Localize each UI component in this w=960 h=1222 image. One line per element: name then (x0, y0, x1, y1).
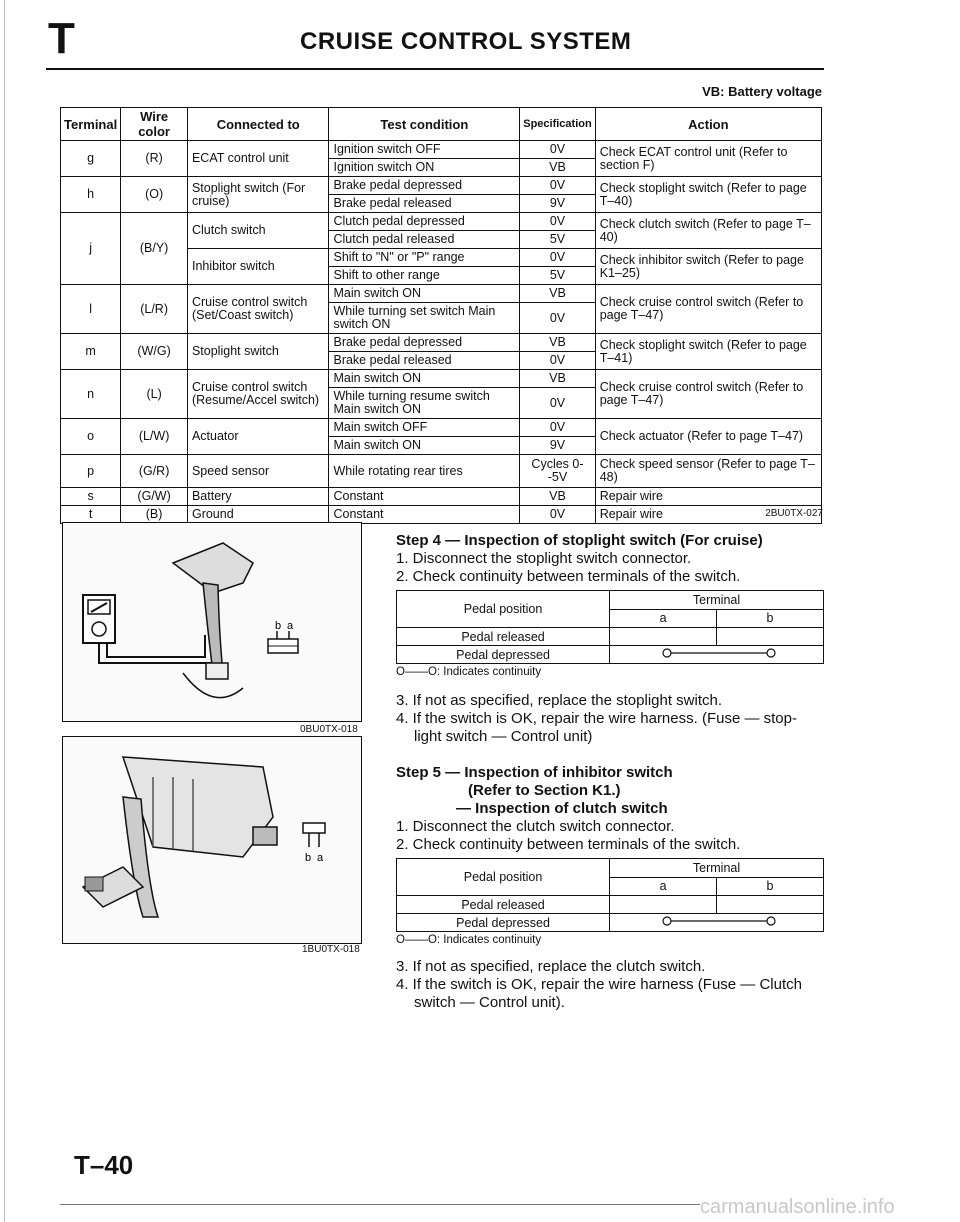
continuity-mark (610, 914, 824, 932)
terminal-cell: p (61, 455, 121, 488)
step4-line3: 3. If not as specified, replace the stoplight switch. (396, 692, 723, 709)
row-pedal-released: Pedal released (397, 628, 610, 646)
test-cell: While turning set switch Main switch ON (329, 303, 520, 334)
terminal-cell: s (61, 488, 121, 506)
step4-legend: O——O: Indicates continuity (396, 666, 542, 678)
table-row (61, 177, 822, 195)
connected-cell: Stoplight switch (187, 334, 329, 370)
row-pedal-depressed: Pedal depressed (397, 646, 610, 664)
spec-cell: 0V (520, 419, 595, 437)
terminal-a-label: a (287, 620, 294, 632)
terminal-cell: j (61, 213, 121, 285)
terminal-cell: o (61, 419, 121, 455)
terminal-a-label: a (317, 852, 324, 864)
connected-cell: Clutch switch (187, 213, 329, 249)
col-test-condition: Test condition (329, 108, 520, 141)
terminal-cell: m (61, 334, 121, 370)
action-cell: Repair wire (595, 488, 821, 506)
stoplight-switch-figure (62, 522, 362, 722)
col-terminal: Terminal (61, 108, 121, 141)
table-row (61, 334, 822, 352)
connected-cell: Cruise control switch (Set/Coast switch) (187, 285, 329, 334)
col-a-header: a (610, 877, 717, 896)
continuity-line-icon (617, 647, 817, 659)
step5-line2: 2. Check continuity between terminals of the switch. (396, 836, 741, 853)
spec-cell: 5V (520, 267, 595, 285)
table-row (61, 285, 822, 303)
spec-cell: 0V (520, 177, 595, 195)
test-cell: Main switch ON (329, 285, 520, 303)
step5-heading3: — Inspection of clutch switch (456, 800, 668, 817)
action-cell: Check speed sensor (Refer to page T–48) (595, 455, 821, 488)
page-edge (4, 0, 5, 1222)
continuity-line-icon (617, 915, 817, 927)
table-row (397, 646, 824, 664)
step5-continuity-table (396, 858, 824, 932)
connected-cell: ECAT control unit (187, 141, 329, 177)
continuity-mark (610, 646, 824, 664)
row-pedal-depressed: Pedal depressed (397, 914, 610, 932)
table-row (397, 591, 824, 610)
wire-cell: (B/Y) (121, 213, 188, 285)
test-cell: Main switch ON (329, 370, 520, 388)
terminal-cell: t (61, 506, 121, 524)
action-cell: Check clutch switch (Refer to page T–40) (595, 213, 821, 249)
section-letter: T (48, 14, 75, 63)
test-cell: Brake pedal released (329, 195, 520, 213)
watermark: carmanualsonline.info (700, 1196, 895, 1218)
col-action: Action (595, 108, 821, 141)
step4-line1: 1. Disconnect the stoplight switch connector. (396, 550, 692, 567)
wire-cell: (W/G) (121, 334, 188, 370)
connected-cell: Inhibitor switch (187, 249, 329, 285)
spec-cell: 9V (520, 437, 595, 455)
step4-continuity-table (396, 590, 824, 664)
test-cell: Brake pedal depressed (329, 177, 520, 195)
figure1-code: 0BU0TX-018 (300, 724, 358, 735)
empty-cell (717, 896, 824, 914)
vb-note: VB: Battery voltage (702, 84, 822, 99)
clutch-switch-illustration (63, 737, 361, 943)
action-cell: Check cruise control switch (Refer to page T–47) (595, 285, 821, 334)
terminal-header: Terminal (610, 591, 824, 610)
terminal-cell: n (61, 370, 121, 419)
test-cell: Main switch ON (329, 437, 520, 455)
table-row (61, 419, 822, 437)
col-specification: Specification (520, 108, 595, 141)
table-row (61, 506, 822, 524)
terminal-cell: g (61, 141, 121, 177)
spec-cell: 0V (520, 506, 595, 524)
table-row (397, 896, 824, 914)
row-pedal-released: Pedal released (397, 896, 610, 914)
pedal-position-header: Pedal position (397, 859, 610, 896)
terminal-b-label: b (305, 852, 312, 864)
spec-cell: 0V (520, 213, 595, 231)
action-cell: Check stoplight switch (Refer to page T–41) (595, 334, 821, 370)
table-row (61, 370, 822, 388)
spec-cell: VB (520, 159, 595, 177)
pedal-position-header: Pedal position (397, 591, 610, 628)
empty-cell (717, 628, 824, 646)
test-cell: Shift to other range (329, 267, 520, 285)
table-row (397, 628, 824, 646)
step4-heading: Step 4 — Inspection of stoplight switch (For cruise) (396, 532, 763, 549)
action-cell: Check stoplight switch (Refer to page T–40) (595, 177, 821, 213)
table-row (397, 914, 824, 932)
empty-cell (610, 628, 717, 646)
connected-cell: Cruise control switch (Resume/Accel switch) (187, 370, 329, 419)
action-cell: Check inhibitor switch (Refer to page K1–25) (595, 249, 821, 285)
wire-cell: (L/W) (121, 419, 188, 455)
test-cell: Clutch pedal released (329, 231, 520, 249)
table-row (61, 213, 822, 231)
test-cell: Clutch pedal depressed (329, 213, 520, 231)
step4-line4a: 4. If the switch is OK, repair the wire harness. (Fuse — stop- (396, 710, 797, 727)
terminal-cell: h (61, 177, 121, 213)
col-a-header: a (610, 609, 717, 628)
spec-cell: 0V (520, 352, 595, 370)
test-cell: Brake pedal depressed (329, 334, 520, 352)
spec-cell: VB (520, 488, 595, 506)
col-wire-color: Wire color (121, 108, 188, 141)
table-row (61, 455, 822, 488)
spec-cell: 0V (520, 388, 595, 419)
action-cell: Check actuator (Refer to page T–47) (595, 419, 821, 455)
connected-cell: Actuator (187, 419, 329, 455)
title-rule (46, 68, 824, 70)
wire-cell: (O) (121, 177, 188, 213)
step5-heading1: Step 5 — Inspection of inhibitor switch (396, 764, 673, 781)
terminal-header: Terminal (610, 859, 824, 878)
step5-line4a: 4. If the switch is OK, repair the wire harness (Fuse — Clutch (396, 976, 802, 993)
spec-cell: 0V (520, 303, 595, 334)
test-cell: Ignition switch ON (329, 159, 520, 177)
step5-line4b: switch — Control unit). (414, 994, 565, 1011)
footer-rule (60, 1204, 700, 1205)
connected-cell: Battery (187, 488, 329, 506)
step5-line1: 1. Disconnect the clutch switch connector. (396, 818, 675, 835)
wire-cell: (L/R) (121, 285, 188, 334)
wire-cell: (B) (121, 506, 188, 524)
spec-cell: VB (520, 370, 595, 388)
terminal-cell: l (61, 285, 121, 334)
step4-line2: 2. Check continuity between terminals of the switch. (396, 568, 741, 585)
wire-cell: (G/R) (121, 455, 188, 488)
terminal-b-label: b (275, 620, 282, 632)
wire-cell: (R) (121, 141, 188, 177)
col-b-header: b (717, 609, 824, 628)
col-b-header: b (717, 877, 824, 896)
wire-cell: (L) (121, 370, 188, 419)
terminal-table (60, 107, 822, 524)
page-number: T–40 (74, 1150, 134, 1180)
spec-cell: VB (520, 285, 595, 303)
clutch-switch-figure (62, 736, 362, 944)
table-row (61, 488, 822, 506)
step5-legend: O——O: Indicates continuity (396, 934, 542, 946)
test-cell: Ignition switch OFF (329, 141, 520, 159)
spec-cell: Cycles 0--5V (520, 455, 595, 488)
col-connected-to: Connected to (187, 108, 329, 141)
spec-cell: 9V (520, 195, 595, 213)
step5-heading2: (Refer to Section K1.) (468, 782, 621, 799)
action-cell: Check ECAT control unit (Refer to section F) (595, 141, 821, 177)
wire-cell: (G/W) (121, 488, 188, 506)
test-cell: Constant (329, 506, 520, 524)
spec-cell: 0V (520, 141, 595, 159)
spec-cell: 5V (520, 231, 595, 249)
spec-cell: 0V (520, 249, 595, 267)
connected-cell: Ground (187, 506, 329, 524)
table-row (61, 141, 822, 159)
figure2-code: 1BU0TX-018 (302, 944, 360, 955)
action-cell: Check cruise control switch (Refer to page T–47) (595, 370, 821, 419)
connected-cell: Speed sensor (187, 455, 329, 488)
empty-cell (610, 896, 717, 914)
test-cell: Brake pedal released (329, 352, 520, 370)
step4-line4b: light switch — Control unit) (414, 728, 593, 745)
stoplight-switch-illustration (63, 523, 361, 721)
test-cell: Constant (329, 488, 520, 506)
page-title: CRUISE CONTROL SYSTEM (300, 28, 632, 55)
table-row (397, 859, 824, 878)
spec-cell: VB (520, 334, 595, 352)
table-code: 2BU0TX-027 (765, 508, 823, 519)
connected-cell: Stoplight switch (For cruise) (187, 177, 329, 213)
test-cell: Shift to "N" or "P" range (329, 249, 520, 267)
table-header-row (61, 108, 822, 141)
test-cell: Main switch OFF (329, 419, 520, 437)
test-cell: While turning resume switch Main switch ON (329, 388, 520, 419)
action-cell: Repair wire (595, 506, 821, 524)
step5-line3: 3. If not as specified, replace the clutch switch. (396, 958, 706, 975)
test-cell: While rotating rear tires (329, 455, 520, 488)
